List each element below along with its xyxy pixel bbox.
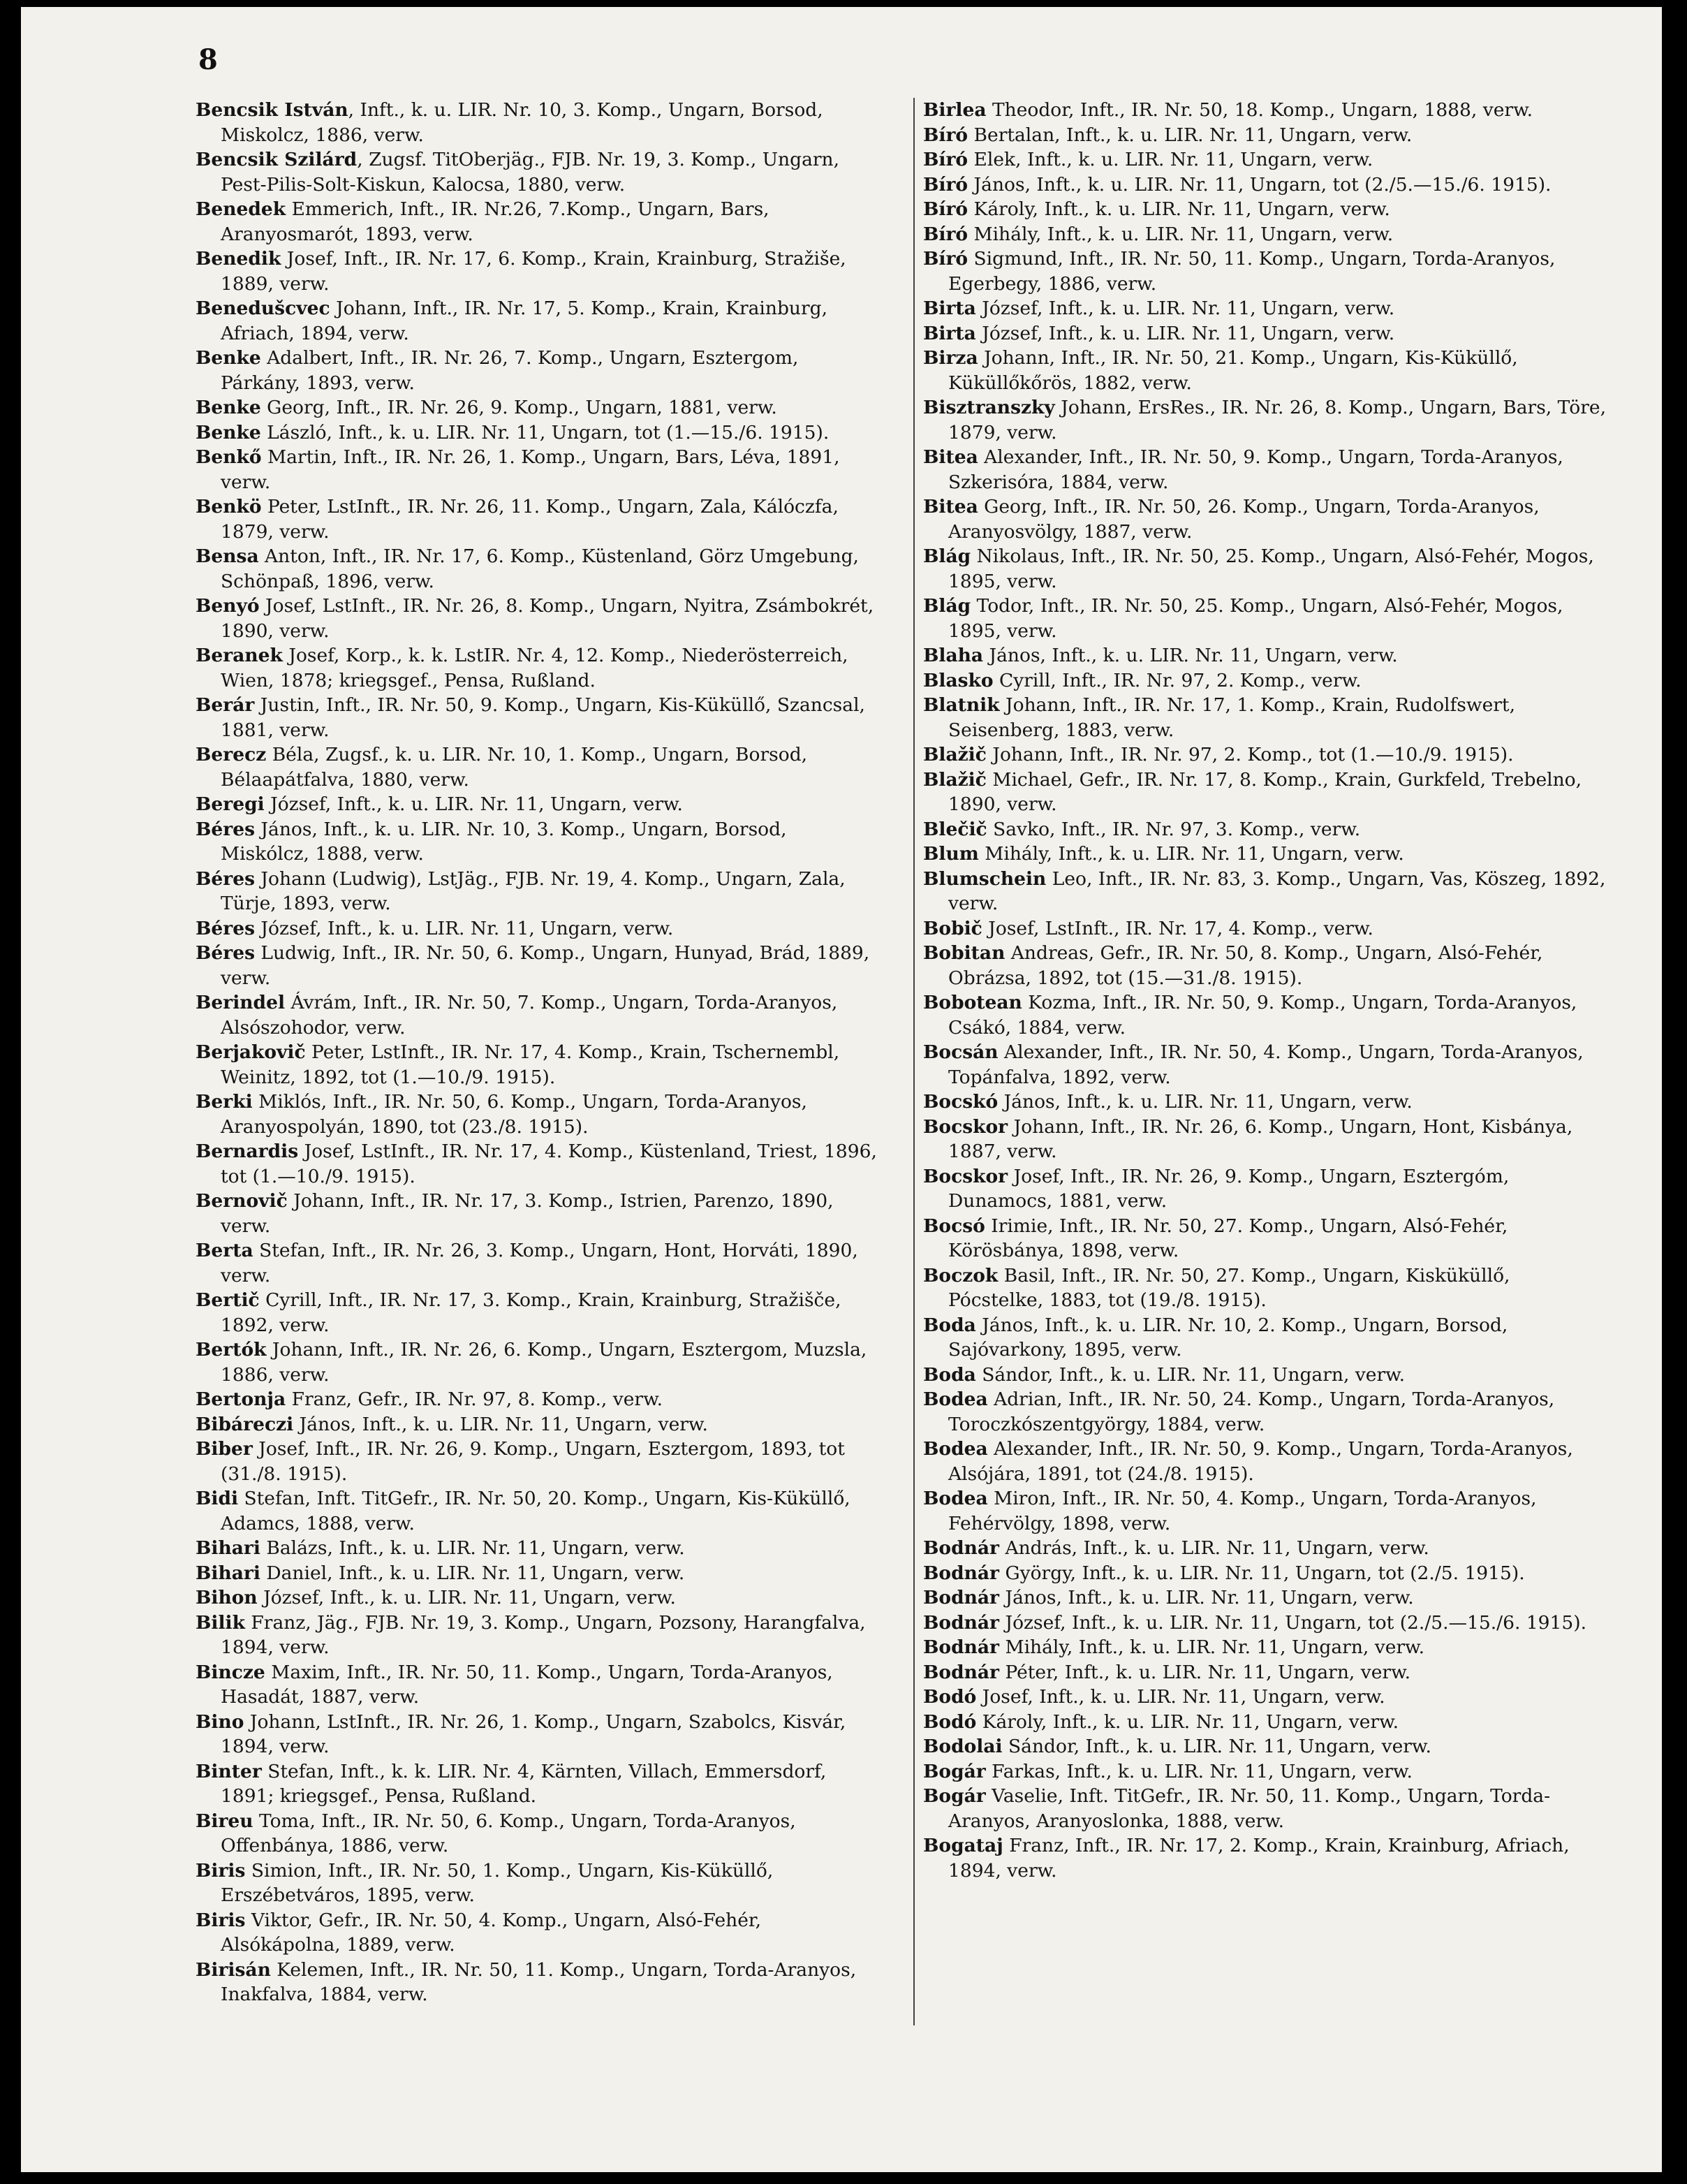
- list-entry: [196, 1139, 880, 1189]
- list-entry: [923, 742, 1607, 768]
- entry-details: Theodor, Inft., IR. Nr. 50, 18. Komp., Ungarn, 1888, verw.: [986, 99, 1533, 121]
- entry-surname: Boczok: [923, 1264, 999, 1287]
- entry-surname: Bogár: [923, 1785, 986, 1807]
- page-number: 8: [198, 43, 218, 76]
- entry-surname: Blasko: [923, 669, 994, 691]
- entry-details: Johann, Inft., IR. Nr. 17, 3. Komp., Istrien, Parenzo, 1890, verw.: [221, 1190, 834, 1237]
- list-entry: [196, 346, 880, 395]
- list-entry: [923, 1833, 1607, 1883]
- entry-surname: Bíró: [923, 223, 968, 245]
- entry-surname: Benkő: [196, 446, 262, 468]
- list-entry: [923, 296, 1607, 321]
- entry-details: Peter, LstInft., IR. Nr. 17, 4. Komp., Krain, Tschernembl, Weinitz, 1892, tot (1.—10./9. 1915).: [221, 1041, 840, 1088]
- list-entry: [196, 1859, 880, 1908]
- list-entry: [923, 1759, 1607, 1784]
- entry-details: Kelemen, Inft., IR. Nr. 50, 11. Komp., Ungarn, Torda-Aranyos, Inakfalva, 1884, verw.: [221, 1958, 857, 2005]
- entry-surname: Boda: [923, 1363, 976, 1386]
- list-entry: [196, 247, 880, 296]
- list-entry: [196, 1660, 880, 1710]
- list-entry: [923, 1685, 1607, 1710]
- list-entry: [196, 594, 880, 643]
- list-entry: [196, 296, 880, 346]
- entry-details: Péter, Inft., k. u. LIR. Nr. 11, Ungarn, verw.: [999, 1661, 1411, 1683]
- entry-details: Johann, LstInft., IR. Nr. 26, 1. Komp., Ungarn, Szabolcs, Kisvár, 1894, verw.: [221, 1710, 846, 1757]
- list-entry: [923, 321, 1607, 346]
- entry-surname: Béres: [196, 917, 255, 939]
- entry-details: , Zugsf. TitOberjäg., FJB. Nr. 19, 3. Komp., Ungarn, Pest-Pilis-Solt-Kiskun, Kalocsa, 1880, verw.: [221, 149, 840, 196]
- entry-surname: Bertók: [196, 1339, 267, 1361]
- entry-details: Nikolaus, Inft., IR. Nr. 50, 25. Komp., Ungarn, Alsó-Fehér, Mogos, 1895, verw.: [948, 545, 1594, 592]
- entry-surname: Biris: [196, 1859, 246, 1882]
- entry-surname: Blág: [923, 595, 971, 617]
- entry-details: Károly, Inft., k. u. LIR. Nr. 11, Ungarn, verw.: [968, 198, 1390, 220]
- entry-surname: Bogataj: [923, 1835, 1003, 1856]
- entry-details: Balázs, Inft., k. u. LIR. Nr. 11, Ungarn, verw.: [260, 1537, 685, 1559]
- entry-details: János, Inft., k. u. LIR. Nr. 10, 2. Komp., Ungarn, Borsod, Sajóvarkony, 1895, verw.: [948, 1314, 1508, 1361]
- entry-surname: Bodnár: [923, 1537, 1000, 1559]
- entry-surname: Berindel: [196, 992, 286, 1013]
- entry-details: Adrian, Inft., IR. Nr. 50, 24. Komp., Ungarn, Torda-Aranyos, Toroczkószentgyörgy, 1884, verw.: [948, 1388, 1555, 1435]
- entry-surname: Berta: [196, 1240, 253, 1261]
- entry-details: András, Inft., k. u. LIR. Nr. 11, Ungarn, verw.: [999, 1537, 1429, 1559]
- entry-details: Miklós, Inft., IR. Nr. 50, 6. Komp., Ungarn, Torda-Aranyos, Aranyospolyán, 1890, tot (23./8. 1915).: [221, 1091, 807, 1138]
- list-entry: [923, 494, 1607, 544]
- list-entry: [196, 1809, 880, 1859]
- list-entry: [923, 346, 1607, 395]
- entry-details: Peter, LstInft., IR. Nr. 26, 11. Komp., Ungarn, Zala, Kálóczfa, 1879, verw.: [221, 496, 839, 543]
- entry-surname: Bihari: [196, 1562, 260, 1584]
- entry-surname: Birisán: [196, 1958, 271, 1981]
- list-entry: [196, 1536, 880, 1561]
- entry-surname: Bertonja: [196, 1388, 286, 1410]
- entry-details: Franz, Inft., IR. Nr. 17, 2. Komp., Krain, Krainburg, Afriach, 1894, verw.: [948, 1835, 1570, 1882]
- entry-details: Martin, Inft., IR. Nr. 26, 1. Komp., Ungarn, Bars, Léva, 1891, verw.: [221, 446, 840, 493]
- entry-details: Mihály, Inft., k. u. LIR. Nr. 11, Ungarn, verw.: [968, 223, 1394, 245]
- column-divider: [913, 98, 915, 2025]
- entry-details: Josef, Korp., k. k. LstIR. Nr. 4, 12. Komp., Niederösterreich, Wien, 1878; kriegsgef., Pensa, Rußland.: [221, 645, 848, 691]
- entry-details: Johann, Inft., IR. Nr. 26, 6. Komp., Ungarn, Hont, Kisbánya, 1887, verw.: [948, 1115, 1573, 1162]
- entry-surname: Bitea: [923, 446, 978, 468]
- entry-surname: Beranek: [196, 645, 283, 666]
- entry-details: László, Inft., k. u. LIR. Nr. 11, Ungarn, tot (1.—15./6. 1915).: [260, 421, 830, 444]
- entry-surname: Birlea: [923, 99, 987, 121]
- entry-details: József, Inft., k. u. LIR. Nr. 11, Ungarn, verw.: [255, 917, 674, 939]
- entry-details: János, Inft., k. u. LIR. Nr. 10, 3. Komp., Ungarn, Borsod, Miskólcz, 1888, verw.: [221, 818, 787, 865]
- list-entry: [923, 990, 1607, 1040]
- entry-details: József, Inft., k. u. LIR. Nr. 11, Ungarn, verw.: [257, 1587, 676, 1608]
- list-entry: [923, 693, 1607, 742]
- list-entry: [196, 445, 880, 494]
- entry-surname: Bibáreczi: [196, 1413, 294, 1435]
- list-entry: [923, 123, 1607, 148]
- entry-details: Basil, Inft., IR. Nr. 50, 27. Komp., Ungarn, Kisküküllő, Pócstelke, 1883, tot (19./8. 1915).: [948, 1264, 1510, 1311]
- list-entry: [196, 693, 880, 742]
- entry-details: Georg, Inft., IR. Nr. 50, 26. Komp., Ungarn, Torda-Aranyos, Aranyosvölgy, 1887, verw.: [948, 496, 1540, 543]
- list-entry: [923, 1164, 1607, 1214]
- list-entry: [923, 1115, 1607, 1164]
- entry-surname: Berjakovič: [196, 1041, 306, 1063]
- list-entry: [196, 1412, 880, 1437]
- entry-surname: Biris: [196, 1909, 246, 1931]
- entry-surname: Béres: [196, 867, 255, 890]
- entry-surname: Benkö: [196, 496, 262, 518]
- entry-surname: Beregi: [196, 793, 265, 815]
- list-entry: [923, 1090, 1607, 1115]
- right-column: [923, 98, 1607, 1883]
- list-entry: [196, 1561, 880, 1586]
- entry-surname: Bireu: [196, 1810, 253, 1832]
- entry-surname: Bíró: [923, 149, 968, 170]
- entry-surname: Bodea: [923, 1488, 988, 1509]
- entry-details: Josef, Inft., IR. Nr. 26, 9. Komp., Ungarn, Esztergom, 1893, tot (31./8. 1915).: [221, 1438, 845, 1485]
- entry-surname: Bodea: [923, 1438, 988, 1460]
- entry-details: Cyrill, Inft., IR. Nr. 17, 3. Komp., Krain, Krainburg, Stražišče, 1892, verw.: [221, 1289, 841, 1336]
- list-entry: [923, 1437, 1607, 1486]
- entry-surname: Bocskor: [923, 1115, 1008, 1138]
- list-entry: [196, 98, 880, 147]
- entry-details: Georg, Inft., IR. Nr. 26, 9. Komp., Ungarn, 1881, verw.: [260, 397, 777, 418]
- list-entry: [923, 817, 1607, 842]
- entry-surname: Bihari: [196, 1537, 260, 1559]
- entry-details: Josef, Inft., k. u. LIR. Nr. 11, Ungarn, verw.: [976, 1686, 1385, 1708]
- entry-details: Johann (Ludwig), LstJäg., FJB. Nr. 19, 4. Komp., Ungarn, Zala, Türje, 1893, verw.: [221, 867, 846, 914]
- entry-details: Josef, LstInft., IR. Nr. 17, 4. Komp., Küstenland, Triest, 1896, tot (1.—10./9. 1915).: [221, 1141, 877, 1187]
- list-entry: [196, 197, 880, 247]
- list-entry: [923, 1387, 1607, 1437]
- entry-details: Vaselie, Inft. TitGefr., IR. Nr. 50, 11. Komp., Ungarn, Torda-Aranyos, Aranyoslonka, 1888, verw.: [948, 1785, 1551, 1832]
- list-entry: [923, 668, 1607, 694]
- entry-surname: Blág: [923, 545, 971, 567]
- list-entry: [923, 1486, 1607, 1536]
- list-entry: [923, 222, 1607, 247]
- list-entry: [923, 445, 1607, 494]
- list-entry: [923, 98, 1607, 123]
- entry-surname: Blažič: [923, 744, 987, 765]
- entry-details: János, Inft., k. u. LIR. Nr. 11, Ungarn, verw.: [983, 645, 1398, 666]
- entry-details: Johann, Inft., IR. Nr. 50, 21. Komp., Ungarn, Kis-Küküllő, Küküllőkőrös, 1882, verw.: [948, 347, 1518, 394]
- entry-surname: Bocsó: [923, 1215, 985, 1237]
- list-entry: [196, 792, 880, 817]
- entry-details: Alexander, Inft., IR. Nr. 50, 9. Komp., Ungarn, Torda-Aranyos, Szkerisóra, 1884, verw.: [948, 446, 1563, 493]
- entry-surname: Bíró: [923, 173, 968, 196]
- entry-surname: Benedušcvec: [196, 298, 330, 319]
- entry-surname: Bertič: [196, 1289, 260, 1311]
- entry-surname: Bodnár: [923, 1562, 1000, 1584]
- list-entry: [196, 494, 880, 544]
- entry-details: , Inft., k. u. LIR. Nr. 10, 3. Komp., Ungarn, Borsod, Miskolcz, 1886, verw.: [221, 99, 823, 146]
- entry-details: József, Inft., k. u. LIR. Nr. 11, Ungarn, verw.: [264, 793, 683, 815]
- entry-surname: Bocsán: [923, 1041, 999, 1063]
- list-entry: [923, 1040, 1607, 1090]
- list-entry: [196, 544, 880, 594]
- entry-details: Franz, Jäg., FJB. Nr. 19, 3. Komp., Ungarn, Pozsony, Harangfalva, 1894, verw.: [221, 1611, 866, 1658]
- list-entry: [196, 1759, 880, 1809]
- entry-surname: Bencsik Szilárd: [196, 149, 358, 170]
- entry-surname: Bobič: [923, 917, 982, 939]
- entry-details: Mihály, Inft., k. u. LIR. Nr. 11, Ungarn, verw.: [999, 1636, 1425, 1658]
- entry-surname: Boda: [923, 1314, 976, 1336]
- entry-surname: Bíró: [923, 198, 968, 220]
- list-entry: [923, 941, 1607, 990]
- document-page: [21, 7, 1662, 2172]
- entry-details: Daniel, Inft., k. u. LIR. Nr. 11, Ungarn, verw.: [260, 1562, 685, 1584]
- entry-details: Anton, Inft., IR. Nr. 17, 6. Komp., Küstenland, Görz Umgebung, Schönpaß, 1896, verw.: [221, 545, 859, 592]
- list-entry: [196, 1710, 880, 1759]
- entry-details: János, Inft., k. u. LIR. Nr. 11, Ungarn, verw.: [999, 1587, 1414, 1608]
- list-entry: [196, 1585, 880, 1611]
- entry-details: Leo, Inft., IR. Nr. 83, 3. Komp., Ungarn, Vas, Köszeg, 1892, verw.: [948, 867, 1606, 914]
- list-entry: [923, 1660, 1607, 1685]
- list-entry: [923, 1561, 1607, 1586]
- entry-details: János, Inft., k. u. LIR. Nr. 11, Ungarn, tot (2./5.—15./6. 1915).: [968, 173, 1552, 196]
- entry-surname: Blum: [923, 843, 979, 865]
- entry-surname: Berki: [196, 1091, 253, 1113]
- list-entry: [923, 1263, 1607, 1313]
- left-column: [196, 98, 880, 2007]
- entry-surname: Benke: [196, 397, 261, 418]
- list-entry: [923, 147, 1607, 173]
- list-entry: [923, 1635, 1607, 1660]
- entry-details: Ávrám, Inft., IR. Nr. 50, 7. Komp., Ungarn, Torda-Aranyos, Alsószohodor, verw.: [221, 992, 838, 1039]
- entry-surname: Berár: [196, 694, 255, 716]
- list-entry: [923, 1611, 1607, 1636]
- list-entry: [923, 544, 1607, 594]
- entry-details: József, Inft., k. u. LIR. Nr. 11, Ungarn, verw.: [975, 298, 1395, 319]
- entry-surname: Bilik: [196, 1611, 245, 1634]
- entry-details: Sándor, Inft., k. u. LIR. Nr. 11, Ungarn, verw.: [1002, 1736, 1431, 1757]
- list-entry: [196, 1958, 880, 2007]
- entry-details: Johann, Inft., IR. Nr. 97, 2. Komp., tot (1.—10./9. 1915).: [986, 744, 1514, 765]
- entry-details: Mihály, Inft., k. u. LIR. Nr. 11, Ungarn, verw.: [978, 843, 1404, 865]
- entry-surname: Birza: [923, 347, 978, 369]
- entry-details: Johann, ErsRes., IR. Nr. 26, 8. Komp., Ungarn, Bars, Töre, 1879, verw.: [948, 397, 1607, 444]
- entry-surname: Bíró: [923, 248, 968, 270]
- entry-surname: Bidi: [196, 1488, 239, 1509]
- entry-surname: Blažič: [923, 768, 987, 791]
- entry-surname: Béres: [196, 942, 255, 964]
- entry-details: Irimie, Inft., IR. Nr. 50, 27. Komp., Ungarn, Alsó-Fehér, Körösbánya, 1898, verw.: [948, 1215, 1508, 1261]
- entry-surname: Bodnár: [923, 1611, 1000, 1634]
- entry-surname: Bíró: [923, 124, 968, 146]
- list-entry: [196, 1437, 880, 1486]
- entry-surname: Blečič: [923, 818, 987, 840]
- entry-surname: Birta: [923, 322, 976, 344]
- list-entry: [196, 1908, 880, 1958]
- list-entry: [923, 1585, 1607, 1611]
- list-entry: [196, 1090, 880, 1139]
- entry-details: Viktor, Gefr., IR. Nr. 50, 4. Komp., Ungarn, Alsó-Fehér, Alsókápolna, 1889, verw.: [221, 1909, 762, 1956]
- entry-surname: Benke: [196, 347, 261, 369]
- list-entry: [196, 1288, 880, 1337]
- entry-details: Johann, Inft., IR. Nr. 26, 6. Komp., Ungarn, Esztergom, Muzsla, 1886, verw.: [221, 1339, 867, 1386]
- entry-details: Franz, Gefr., IR. Nr. 97, 8. Komp., verw.: [286, 1388, 663, 1410]
- entry-surname: Bodolai: [923, 1736, 1003, 1757]
- list-entry: [196, 643, 880, 693]
- entry-details: Maxim, Inft., IR. Nr. 50, 11. Komp., Ungarn, Torda-Aranyos, Hasadát, 1887, verw.: [221, 1661, 833, 1708]
- entry-surname: Bincze: [196, 1661, 265, 1683]
- entry-details: Toma, Inft., IR. Nr. 50, 6. Komp., Ungarn, Torda-Aranyos, Offenbánya, 1886, verw.: [221, 1810, 796, 1856]
- entry-details: Elek, Inft., k. u. LIR. Nr. 11, Ungarn, verw.: [968, 149, 1373, 170]
- list-entry: [196, 395, 880, 420]
- entry-surname: Benedik: [196, 248, 281, 270]
- list-entry: [923, 1784, 1607, 1833]
- list-entry: [923, 173, 1607, 198]
- entry-details: Sándor, Inft., k. u. LIR. Nr. 11, Ungarn, verw.: [975, 1363, 1406, 1386]
- entry-surname: Bino: [196, 1710, 244, 1733]
- entry-details: György, Inft., k. u. LIR. Nr. 11, Ungarn, tot (2./5. 1915).: [999, 1562, 1525, 1584]
- list-entry: [923, 842, 1607, 867]
- entry-details: Adalbert, Inft., IR. Nr. 26, 7. Komp., Ungarn, Esztergom, Párkány, 1893, verw.: [221, 347, 799, 394]
- list-entry: [923, 867, 1607, 916]
- list-entry: [196, 1611, 880, 1660]
- entry-surname: Bogár: [923, 1760, 986, 1782]
- entry-surname: Benke: [196, 421, 261, 444]
- entry-details: Josef, LstInft., IR. Nr. 17, 4. Komp., verw.: [982, 917, 1373, 939]
- list-entry: [196, 1486, 880, 1536]
- list-entry: [923, 1313, 1607, 1363]
- entry-surname: Bihon: [196, 1587, 258, 1608]
- entry-details: Todor, Inft., IR. Nr. 50, 25. Komp., Ungarn, Alsó-Fehér, Mogos, 1895, verw.: [948, 595, 1563, 642]
- entry-surname: Blumschein: [923, 867, 1047, 890]
- entry-surname: Bernovič: [196, 1190, 288, 1212]
- list-entry: [923, 594, 1607, 643]
- entry-surname: Bisztranszky: [923, 397, 1055, 418]
- entry-surname: Bodnár: [923, 1636, 1000, 1658]
- entry-details: Károly, Inft., k. u. LIR. Nr. 11, Ungarn, verw.: [976, 1710, 1399, 1733]
- list-entry: [923, 1536, 1607, 1561]
- list-entry: [196, 1238, 880, 1288]
- entry-details: Alexander, Inft., IR. Nr. 50, 4. Komp., Ungarn, Torda-Aranyos, Topánfalva, 1892, verw.: [948, 1041, 1584, 1088]
- entry-details: József, Inft., k. u. LIR. Nr. 11, Ungarn, tot (2./5.—15./6. 1915).: [999, 1611, 1587, 1634]
- entry-surname: Bernardis: [196, 1141, 299, 1162]
- list-entry: [196, 817, 880, 867]
- list-entry: [923, 1734, 1607, 1759]
- entry-details: János, Inft., k. u. LIR. Nr. 11, Ungarn, verw.: [293, 1413, 708, 1435]
- entry-surname: Bitea: [923, 496, 978, 518]
- entry-surname: Bocskor: [923, 1165, 1008, 1187]
- entry-details: Ludwig, Inft., IR. Nr. 50, 6. Komp., Ungarn, Hunyad, Brád, 1889, verw.: [221, 942, 870, 989]
- list-entry: [196, 147, 880, 197]
- entry-surname: Binter: [196, 1760, 262, 1782]
- list-entry: [196, 1189, 880, 1238]
- entry-details: Stefan, Inft. TitGefr., IR. Nr. 50, 20. Komp., Ungarn, Kis-Küküllő, Adamcs, 1888, verw.: [221, 1488, 850, 1534]
- entry-surname: Blaha: [923, 645, 984, 666]
- list-entry: [923, 197, 1607, 222]
- entry-details: Josef, Inft., IR. Nr. 17, 6. Komp., Krain, Krainburg, Stražiše, 1889, verw.: [221, 248, 846, 295]
- entry-surname: Bodnár: [923, 1587, 1000, 1608]
- entry-surname: Bodea: [923, 1388, 988, 1410]
- entry-details: Josef, Inft., IR. Nr. 26, 9. Komp., Ungarn, Esztergóm, Dunamocs, 1881, verw.: [948, 1165, 1510, 1212]
- list-entry: [196, 1040, 880, 1090]
- entry-details: Miron, Inft., IR. Nr. 50, 4. Komp., Ungarn, Torda-Aranyos, Fehérvölgy, 1898, verw.: [948, 1488, 1537, 1534]
- list-entry: [196, 742, 880, 792]
- entry-surname: Bodnár: [923, 1661, 1000, 1683]
- entry-surname: Bodó: [923, 1686, 977, 1708]
- entry-details: Emmerich, Inft., IR. Nr.26, 7.Komp., Ungarn, Bars, Aranyosmarót, 1893, verw.: [221, 198, 769, 245]
- list-entry: [196, 1337, 880, 1387]
- entry-details: Stefan, Inft., k. k. LIR. Nr. 4, Kärnten, Villach, Emmersdorf, 1891; kriegsgef., Pensa, Rußland.: [221, 1760, 827, 1807]
- list-entry: [923, 916, 1607, 941]
- entry-surname: Blatnik: [923, 694, 1000, 716]
- list-entry: [923, 1214, 1607, 1263]
- entry-surname: Bobitan: [923, 942, 1005, 964]
- list-entry: [196, 867, 880, 916]
- list-entry: [923, 395, 1607, 445]
- list-entry: [196, 990, 880, 1040]
- entry-surname: Berecz: [196, 744, 267, 765]
- entry-details: Josef, LstInft., IR. Nr. 26, 8. Komp., Ungarn, Nyitra, Zsámbokrét, 1890, verw.: [221, 595, 874, 642]
- list-entry: [196, 1387, 880, 1412]
- entry-details: Bertalan, Inft., k. u. LIR. Nr. 11, Ungarn, verw.: [968, 124, 1413, 146]
- entry-surname: Biber: [196, 1438, 253, 1460]
- entry-details: Johann, Inft., IR. Nr. 17, 5. Komp., Krain, Krainburg, Afriach, 1894, verw.: [221, 298, 828, 344]
- entry-details: Johann, Inft., IR. Nr. 17, 1. Komp., Krain, Rudolfswert, Seisenberg, 1883, verw.: [948, 694, 1516, 741]
- entry-details: Kozma, Inft., IR. Nr. 50, 9. Komp., Ungarn, Torda-Aranyos, Csákó, 1884, verw.: [948, 992, 1577, 1039]
- entry-surname: Benyó: [196, 595, 260, 617]
- entry-surname: Bocskó: [923, 1091, 999, 1113]
- list-entry: [923, 247, 1607, 296]
- entry-details: Simion, Inft., IR. Nr. 50, 1. Komp., Ungarn, Kis-Küküllő, Erszébetváros, 1895, verw.: [221, 1859, 774, 1906]
- entry-surname: Bobotean: [923, 992, 1022, 1013]
- entry-surname: Benedek: [196, 198, 286, 220]
- entry-details: József, Inft., k. u. LIR. Nr. 11, Ungarn, verw.: [975, 322, 1395, 344]
- entry-details: Stefan, Inft., IR. Nr. 26, 3. Komp., Ungarn, Hont, Horváti, 1890, verw.: [221, 1240, 858, 1287]
- list-entry: [923, 1363, 1607, 1388]
- entry-details: Michael, Gefr., IR. Nr. 17, 8. Komp., Krain, Gurkfeld, Trebelno, 1890, verw.: [948, 768, 1582, 815]
- entry-surname: Bensa: [196, 545, 259, 567]
- entry-details: Andreas, Gefr., IR. Nr. 50, 8. Komp., Ungarn, Alsó-Fehér, Obrázsa, 1892, tot (15.—31./8. 1915).: [948, 942, 1543, 989]
- entry-details: János, Inft., k. u. LIR. Nr. 11, Ungarn, verw.: [998, 1091, 1413, 1113]
- entry-details: Sigmund, Inft., IR. Nr. 50, 11. Komp., Ungarn, Torda-Aranyos, Egerbegy, 1886, verw.: [948, 248, 1556, 295]
- entry-details: Alexander, Inft., IR. Nr. 50, 9. Komp., Ungarn, Torda-Aranyos, Alsójára, 1891, tot (24./8. 1915).: [948, 1438, 1573, 1485]
- entry-surname: Bencsik István: [196, 99, 348, 121]
- entry-surname: Birta: [923, 298, 976, 319]
- list-entry: [923, 1710, 1607, 1735]
- entry-details: Farkas, Inft., k. u. LIR. Nr. 11, Ungarn, verw.: [985, 1760, 1413, 1782]
- entry-details: Cyrill, Inft., IR. Nr. 97, 2. Komp., verw.: [993, 669, 1362, 691]
- list-entry: [196, 916, 880, 941]
- entry-details: Justin, Inft., IR. Nr. 50, 9. Komp., Ungarn, Kis-Küküllő, Szancsal, 1881, verw.: [221, 694, 865, 741]
- list-entry: [196, 941, 880, 990]
- list-entry: [923, 768, 1607, 817]
- entry-surname: Béres: [196, 818, 255, 840]
- list-entry: [196, 420, 880, 446]
- entry-details: Savko, Inft., IR. Nr. 97, 3. Komp., verw.: [987, 818, 1361, 840]
- list-entry: [923, 643, 1607, 668]
- entry-surname: Bodó: [923, 1710, 977, 1733]
- entry-details: Béla, Zugsf., k. u. LIR. Nr. 10, 1. Komp., Ungarn, Borsod, Bélaapátfalva, 1880, verw.: [221, 744, 808, 791]
